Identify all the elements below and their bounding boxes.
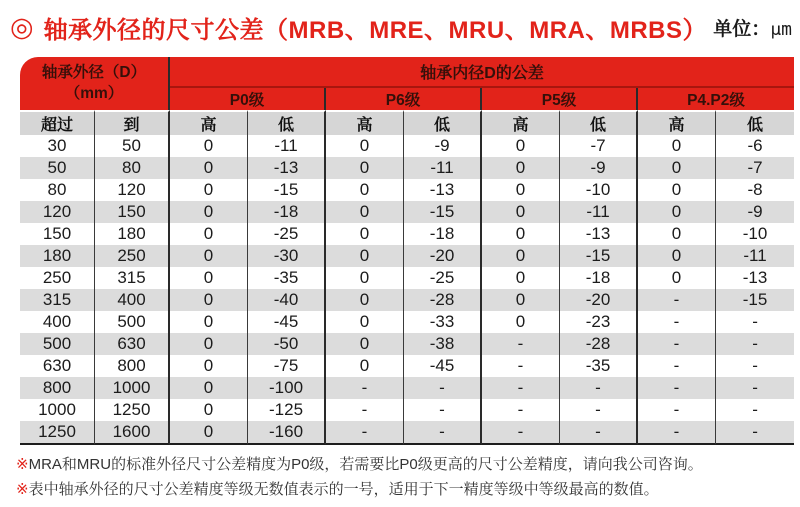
- table-body: [20, 135, 794, 445]
- table-cell: 0: [326, 289, 404, 311]
- table-cell: 0: [638, 157, 716, 179]
- table-cell: -45: [248, 311, 326, 333]
- table-cell: -10: [716, 223, 794, 245]
- table-cell: -40: [248, 289, 326, 311]
- table-cell: -: [716, 311, 794, 333]
- table-row: [20, 355, 794, 377]
- table-cell: 0: [326, 223, 404, 245]
- table-cell: -35: [248, 267, 326, 289]
- subheader-low-p4p2: 低: [716, 110, 794, 135]
- table-cell: -25: [248, 223, 326, 245]
- unit-prefix: 单位：: [713, 18, 771, 40]
- table-cell: -11: [248, 135, 326, 157]
- table-row: [20, 377, 794, 399]
- table-cell: 1250: [20, 421, 95, 445]
- table-cell: 180: [95, 223, 170, 245]
- table-cell: 0: [482, 223, 560, 245]
- table-cell: -11: [716, 245, 794, 267]
- table-cell: -23: [560, 311, 638, 333]
- table-row: [20, 289, 794, 311]
- table-cell: -15: [248, 179, 326, 201]
- table-cell: 500: [95, 311, 170, 333]
- table-cell: -7: [560, 135, 638, 157]
- table-cell: 0: [170, 355, 248, 377]
- table-cell: 0: [482, 289, 560, 311]
- table-cell: 400: [95, 289, 170, 311]
- table-cell: -9: [560, 157, 638, 179]
- table-cell: -18: [560, 267, 638, 289]
- table-cell: 0: [326, 135, 404, 157]
- table-cell: -: [716, 333, 794, 355]
- table-row: [20, 333, 794, 355]
- table-cell: -35: [560, 355, 638, 377]
- double-circle-bullet-icon: ◎: [10, 11, 34, 42]
- subheader-low-p0: 低: [248, 110, 326, 135]
- table-cell: 0: [326, 201, 404, 223]
- table-cell: 500: [20, 333, 95, 355]
- table-cell: -11: [560, 201, 638, 223]
- subheader-over: 超过: [20, 110, 95, 135]
- table-cell: 150: [20, 223, 95, 245]
- table-cell: -: [638, 311, 716, 333]
- table-cell: 0: [482, 267, 560, 289]
- table-cell: -15: [716, 289, 794, 311]
- table-cell: 0: [170, 135, 248, 157]
- table-header: [20, 57, 794, 135]
- table-cell: -11: [404, 157, 482, 179]
- table-cell: 0: [326, 355, 404, 377]
- table-cell: -: [326, 421, 404, 445]
- table-cell: 0: [326, 157, 404, 179]
- table-cell: 0: [170, 333, 248, 355]
- subheader-to: 到: [95, 110, 170, 135]
- table-cell: 50: [95, 135, 170, 157]
- footnotes: [16, 452, 786, 502]
- table-cell: 315: [95, 267, 170, 289]
- table-cell: -25: [404, 267, 482, 289]
- table-cell: -: [638, 421, 716, 445]
- table-cell: 0: [170, 289, 248, 311]
- grade-header-p4p2: P4.P2级: [638, 88, 794, 110]
- table-cell: -: [482, 377, 560, 399]
- footnote-2: [16, 477, 786, 502]
- footnote-1-text: MRA和MRU的标准外径尺寸公差精度为P0级，若需要比P0级更高的尺寸公差精度，请向我公司咨询。: [28, 456, 703, 473]
- tolerance-table: [20, 57, 794, 445]
- table-row: [20, 179, 794, 201]
- outer-diameter-header: [20, 57, 170, 110]
- table-cell: 0: [326, 311, 404, 333]
- table-cell: 0: [638, 223, 716, 245]
- table-cell: 400: [20, 311, 95, 333]
- table-cell: 80: [95, 157, 170, 179]
- table-cell: -6: [716, 135, 794, 157]
- table-cell: -: [716, 355, 794, 377]
- table-cell: 0: [170, 399, 248, 421]
- table-cell: 315: [20, 289, 95, 311]
- table-cell: 0: [482, 201, 560, 223]
- table-cell: -: [560, 421, 638, 445]
- table-cell: -18: [248, 201, 326, 223]
- table-cell: -75: [248, 355, 326, 377]
- table-cell: 0: [170, 157, 248, 179]
- table-cell: 0: [326, 179, 404, 201]
- table-cell: 800: [20, 377, 95, 399]
- table-cell: -: [638, 333, 716, 355]
- table-cell: -125: [248, 399, 326, 421]
- table-cell: 180: [20, 245, 95, 267]
- table-cell: 0: [170, 267, 248, 289]
- table-cell: -: [482, 399, 560, 421]
- unit-value: μm: [770, 18, 792, 40]
- table-cell: 80: [20, 179, 95, 201]
- table-cell: -: [326, 399, 404, 421]
- table-cell: 0: [326, 245, 404, 267]
- table-cell: 0: [482, 311, 560, 333]
- table-cell: -28: [560, 333, 638, 355]
- table-cell: 0: [482, 179, 560, 201]
- table-cell: -160: [248, 421, 326, 445]
- table-cell: 120: [95, 179, 170, 201]
- table-cell: -20: [404, 245, 482, 267]
- table-cell: -18: [404, 223, 482, 245]
- table-cell: 630: [95, 333, 170, 355]
- table-cell: -: [482, 355, 560, 377]
- table-cell: 1000: [95, 377, 170, 399]
- table-cell: -: [560, 399, 638, 421]
- table-cell: 0: [638, 135, 716, 157]
- table-cell: 0: [482, 135, 560, 157]
- table-cell: -13: [560, 223, 638, 245]
- table-cell: 0: [638, 179, 716, 201]
- table-cell: -20: [560, 289, 638, 311]
- table-cell: -10: [560, 179, 638, 201]
- grade-header-p0: P0级: [170, 88, 326, 110]
- table-cell: 630: [20, 355, 95, 377]
- table-row: [20, 223, 794, 245]
- outer-diameter-header-line2: （mm）: [64, 84, 124, 102]
- table-cell: -15: [404, 201, 482, 223]
- table-cell: -30: [248, 245, 326, 267]
- table-cell: -: [638, 355, 716, 377]
- table-cell: 0: [638, 245, 716, 267]
- table-cell: -: [716, 377, 794, 399]
- table-cell: -7: [716, 157, 794, 179]
- table-cell: -9: [716, 201, 794, 223]
- page-title: 轴承外径的尺寸公差（MRB、MRE、MRU、MRA、MRBS）: [43, 16, 708, 44]
- table-cell: 1250: [95, 399, 170, 421]
- table-cell: -50: [248, 333, 326, 355]
- subheader-high-p5: 高: [482, 110, 560, 135]
- table-row: [20, 157, 794, 179]
- subheader-high-p0: 高: [170, 110, 248, 135]
- table-cell: 250: [20, 267, 95, 289]
- subheader-high-p6: 高: [326, 110, 404, 135]
- subheader-low-p6: 低: [404, 110, 482, 135]
- table-cell: 0: [482, 157, 560, 179]
- table-cell: -: [482, 333, 560, 355]
- table-cell: -8: [716, 179, 794, 201]
- table-cell: -100: [248, 377, 326, 399]
- page-title-bar: [10, 9, 792, 45]
- grade-header-p6: P6级: [326, 88, 482, 110]
- table-row: [20, 245, 794, 267]
- table-cell: -9: [404, 135, 482, 157]
- reference-mark-icon: ※: [16, 481, 29, 498]
- table-cell: 0: [326, 267, 404, 289]
- table-cell: -: [716, 421, 794, 445]
- table-cell: 0: [170, 311, 248, 333]
- table-cell: 1000: [20, 399, 95, 421]
- table-cell: -33: [404, 311, 482, 333]
- table-cell: 0: [170, 223, 248, 245]
- table-row: [20, 311, 794, 333]
- header-row-1: [20, 57, 794, 88]
- table-cell: -: [638, 289, 716, 311]
- table-cell: -45: [404, 355, 482, 377]
- table-row: [20, 135, 794, 157]
- table-row: [20, 201, 794, 223]
- table-cell: -: [404, 377, 482, 399]
- table-cell: -: [482, 421, 560, 445]
- table-cell: -: [638, 399, 716, 421]
- table-cell: -: [560, 377, 638, 399]
- table-cell: -15: [560, 245, 638, 267]
- footnote-2-text: 表中轴承外径的尺寸公差精度等级无数值表示的一号，适用于下一精度等级中等级最高的数值。: [28, 481, 659, 498]
- table-row: [20, 267, 794, 289]
- table-cell: 50: [20, 157, 95, 179]
- footnote-1: [16, 452, 786, 477]
- table-cell: -13: [716, 267, 794, 289]
- table-cell: 0: [326, 333, 404, 355]
- table-cell: -28: [404, 289, 482, 311]
- table-cell: 0: [638, 201, 716, 223]
- table-cell: 0: [170, 201, 248, 223]
- grade-header-p5: P5级: [482, 88, 638, 110]
- tolerance-table-wrapper: [20, 57, 795, 445]
- table-cell: -13: [248, 157, 326, 179]
- table-row: [20, 399, 794, 421]
- table-cell: -: [638, 377, 716, 399]
- table-cell: -: [326, 377, 404, 399]
- unit-label: [713, 14, 792, 41]
- table-cell: -13: [404, 179, 482, 201]
- table-cell: 250: [95, 245, 170, 267]
- table-cell: -: [404, 399, 482, 421]
- table-cell: 30: [20, 135, 95, 157]
- table-row: [20, 421, 794, 445]
- table-cell: 120: [20, 201, 95, 223]
- table-cell: 0: [170, 245, 248, 267]
- table-cell: 1600: [95, 421, 170, 445]
- table-cell: 0: [482, 245, 560, 267]
- table-cell: -: [404, 421, 482, 445]
- table-cell: 0: [170, 421, 248, 445]
- table-cell: -38: [404, 333, 482, 355]
- subheader-low-p5: 低: [560, 110, 638, 135]
- table-cell: 150: [95, 201, 170, 223]
- reference-mark-icon: ※: [16, 456, 29, 473]
- table-cell: 0: [638, 267, 716, 289]
- subheader-high-p4p2: 高: [638, 110, 716, 135]
- header-row-sub: [20, 110, 794, 135]
- table-cell: 800: [95, 355, 170, 377]
- table-cell: 0: [170, 377, 248, 399]
- table-cell: -: [716, 399, 794, 421]
- tolerance-header: 轴承内径D的公差: [170, 57, 794, 88]
- outer-diameter-header-line1: 轴承外径（D）: [41, 64, 147, 82]
- table-cell: 0: [170, 179, 248, 201]
